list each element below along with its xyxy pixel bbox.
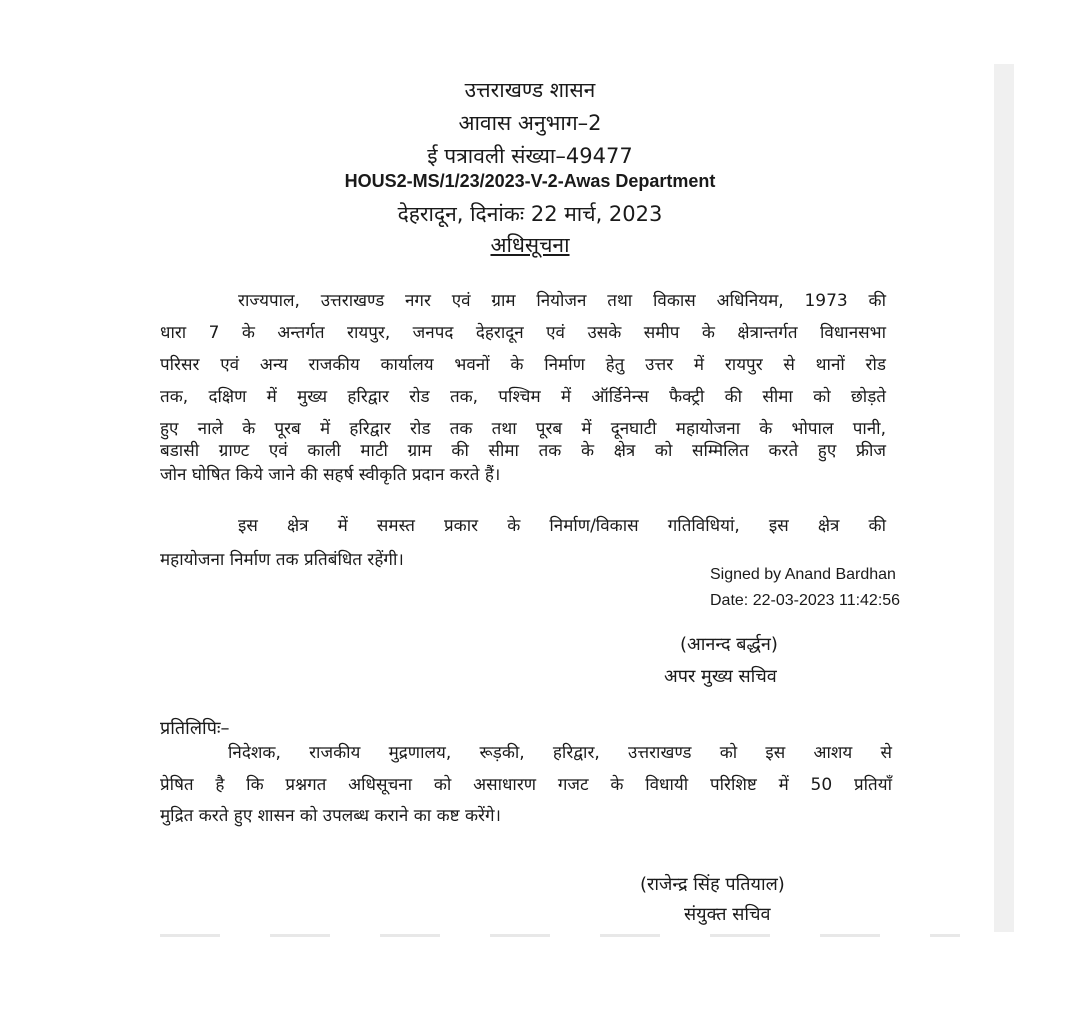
place-date: देहरादून, दिनांकः 22 मार्च, 2023 — [397, 202, 663, 226]
copy-line: मुद्रित करते हुए शासन को उपलब्ध कराने का कष्ट करेंगे। — [160, 806, 501, 826]
reference-number: HOUS2-MS/1/23/2023-V-2-Awas Department — [344, 171, 716, 191]
signatory2-name: (राजेन्द्र सिंह पतियाल) — [640, 874, 785, 895]
signature-date: Date: 22-03-2023 11:42:56 — [710, 592, 901, 609]
title-text: अधिसूचना — [490, 233, 570, 257]
scan-edge-strip — [994, 64, 1014, 932]
signatory1-name: (आनन्द बर्द्धन) — [680, 634, 778, 655]
para2-line: इस क्षेत्र में समस्त प्रकार के निर्माण/विकास गतिविधियां, इस क्षेत्र की — [238, 516, 886, 536]
copy-label: प्रतिलिपिः– — [160, 718, 230, 739]
file-number: ई पत्रावली संख्या–49477 — [427, 144, 633, 168]
para1-line: तक, दक्षिण में मुख्य हरिद्वार रोड तक, पश्चिम में ऑर्डिनेन्स फैक्ट्री की सीमा को छोड़ते — [160, 387, 886, 407]
para2-line: महायोजना निर्माण तक प्रतिबंधित रहेंगी। — [160, 550, 404, 570]
para1-line: धारा 7 के अन्तर्गत रायपुर, जनपद देहरादून एवं उसके समीप के क्षेत्रान्तर्गत विधानसभा — [160, 323, 886, 343]
copy-line: निदेशक, राजकीय मुद्रणालय, रूड़की, हरिद्वार, उत्तराखण्ड को इस आशय से — [228, 743, 892, 763]
section-name: आवास अनुभाग–2 — [458, 111, 602, 135]
para1-line: राज्यपाल, उत्तराखण्ड नगर एवं ग्राम नियोजन तथा विकास अधिनियम, 1973 की — [238, 291, 886, 311]
signed-by: Signed by Anand Bardhan — [710, 566, 896, 583]
page-cut-edge — [160, 934, 960, 937]
document-title — [270, 230, 790, 260]
para1-line: जोन घोषित किये जाने की सहर्ष स्वीकृति प्रदान करते हैं। — [160, 465, 501, 485]
para1-line: परिसर एवं अन्य राजकीय कार्यालय भवनों के निर्माण हेतु उत्तर में रायपुर से थानों रोड — [160, 355, 886, 375]
signatory1-designation: अपर मुख्य सचिव — [664, 666, 777, 687]
signatory2-designation: संयुक्त सचिव — [684, 904, 771, 925]
para1-line: बडासी ग्राण्ट एवं काली माटी ग्राम की सीमा तक के क्षेत्र को सम्मिलित करते हुए फ्रीज — [160, 441, 886, 461]
para1-line: हुए नाले के पूरब में हरिद्वार रोड तक तथा पूरब में दूनघाटी महायोजना के भोपाल पानी, — [160, 419, 886, 439]
government-name: उत्तराखण्ड शासन — [464, 78, 596, 102]
copy-line: प्रेषित है कि प्रश्नगत अधिसूचना को असाधारण गजट के विधायी परिशिष्ट में 50 प्रतियाँ — [160, 775, 892, 795]
